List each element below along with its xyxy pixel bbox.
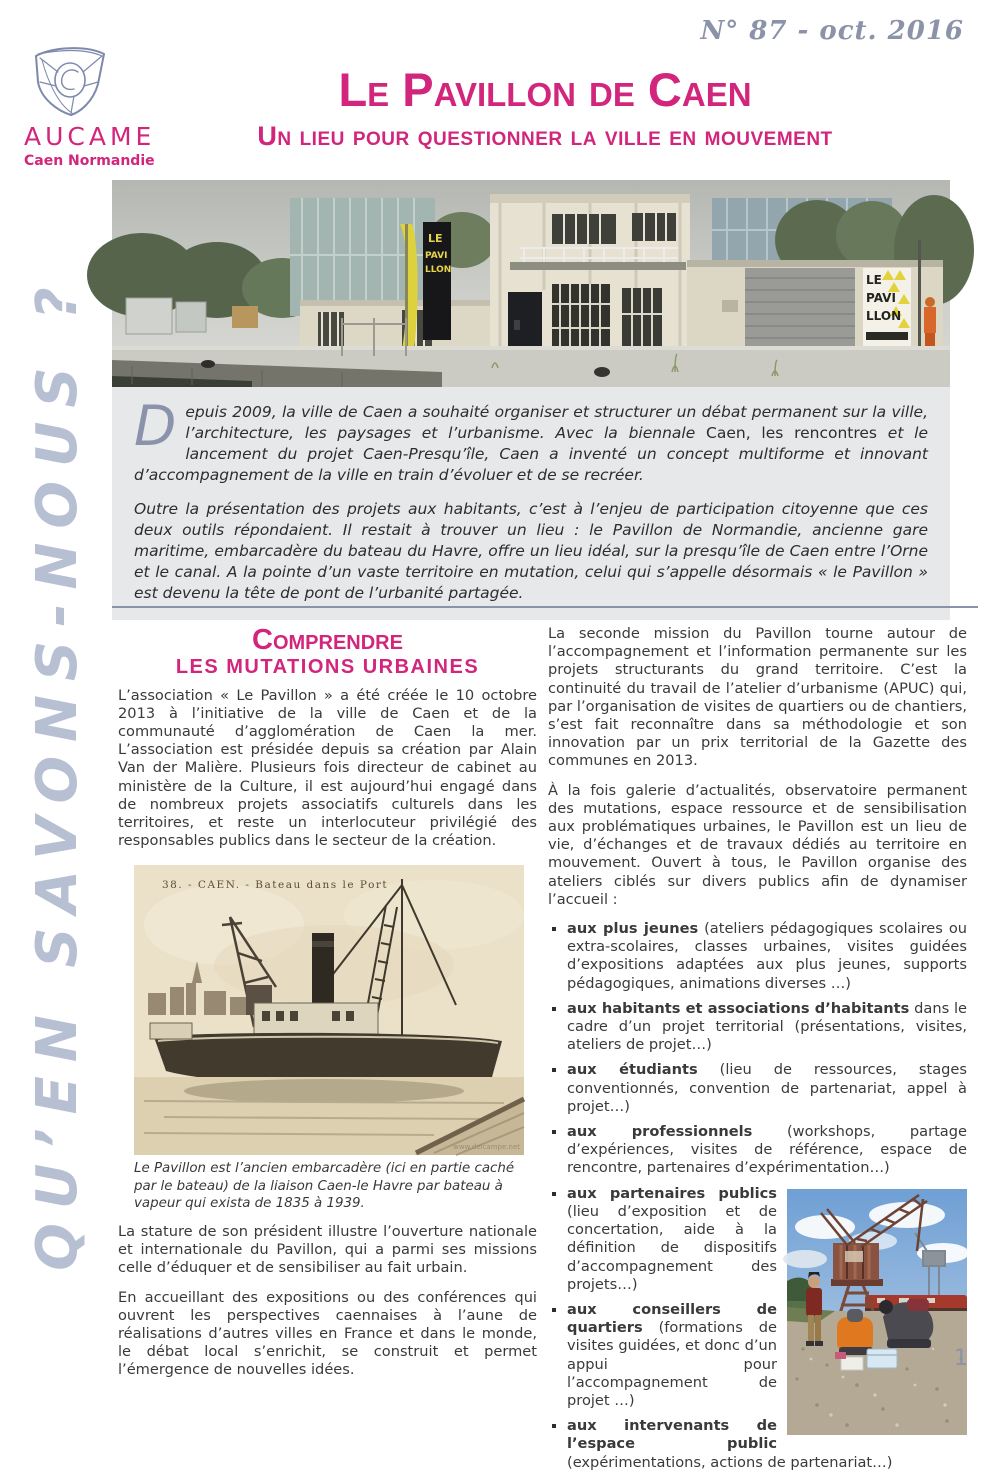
audience-bullet-list <box>548 920 967 1178</box>
bullet-detail-text: (lieu de ressources, stages conventionnés, convention de partenariat, appel à projet…) <box>567 1061 967 1115</box>
masthead <box>112 63 978 152</box>
right-paragraph-1: La seconde mission du Pavillon tourne autour de l’accompagnement et l’information permanente sur les projets structurants du grand territoire. C’est la continuité du travail de l’atelier d’urbanisme (APUC) qui, par l’organisation de visites de quartiers ou de chantiers, s’est fait reconnaître dans sa méthodologie et son innovation par un prix territorial de la Gazette des communes en 2013. <box>548 625 967 770</box>
svg-text:LE: LE <box>866 273 882 287</box>
bullet-audience-label: aux conseillers de quartiers <box>567 1300 777 1337</box>
svg-text:LE: LE <box>428 232 443 245</box>
pavillon-poster <box>863 268 911 346</box>
bullet-detail-text: (workshops, partage d’expériences, visites de référence, espace de rencontre, partenaires d’expérimentation…) <box>567 1123 967 1177</box>
audience-bullet-list-continued <box>548 1185 967 1472</box>
hero-card <box>112 180 950 602</box>
intro-paragraph-2: Outre la présentation des projets aux habitants, c’est à l’enjeu de participation citoyenne que ces deux outils répondaient. Il restait à trouver un lieu : le Pavillon de Normandie, ancienne gare maritime, embarcadère du bateau du Havre, offre un lieu idéal, sur la presqu’île de Caen entre l’Orne et le canal. A la pointe d’un vaste territoire en mutation, celui qui s’appelle désormais « le Pavillon » est devenu la tête de pont de l’urbanité partagée. <box>134 500 928 602</box>
bullet-audience-label: aux partenaires publics <box>567 1184 777 1202</box>
bullet-detail-text: dans le cadre d’un projet territorial (présentations, visites, ateliers de projet…) <box>567 999 967 1054</box>
central-block <box>490 194 690 366</box>
bullet-audience-label: aux étudiants <box>567 1061 698 1079</box>
aucame-logo-icon <box>28 42 112 120</box>
bullet-detail-text: (ateliers pédagogiques scolaires ou extra-scolaires, classes urbaines, visites guidées d’expositions adaptées aux plus jeunes, supports pédagogiques, animations diverses …) <box>567 920 967 992</box>
bullet-audience-label: aux habitants et associations d’habitants <box>567 999 910 1017</box>
bullet-item <box>548 1123 967 1178</box>
bullet-audience-label: aux intervenants de l’espace public <box>567 1417 777 1453</box>
left-column <box>118 625 537 1380</box>
postcard-caption: Le Pavillon est l’ancien embarcadère (ici en partie caché par le bateau) de la liaison Caen-le Havre par bateau à vapeur qui exista de 1835 à 1939. <box>134 1161 515 1212</box>
bullet-detail-text: (lieu d’exposition et de concertation, aide à la définition de dispositifs d’accompagnement des projets…) <box>567 1202 777 1293</box>
svg-text:LLON: LLON <box>866 309 902 323</box>
bullet-item <box>548 1185 967 1294</box>
bullet-item <box>548 920 967 993</box>
section-heading-line1: Comprendre <box>252 624 403 656</box>
postcard-photo <box>134 865 524 1155</box>
intro-box <box>112 387 950 620</box>
bullet-audience-label: aux professionnels <box>567 1123 753 1141</box>
bullet-item <box>548 1417 967 1472</box>
page-number: 1 <box>954 1346 968 1371</box>
dropcap: D <box>134 394 177 458</box>
page-title: Le Pavillon de Caen <box>338 63 752 116</box>
bullet-item <box>548 1061 967 1116</box>
right-column <box>548 625 967 1479</box>
svg-text:www.delcampe.net: www.delcampe.net <box>453 1143 520 1152</box>
svg-text:38. - CAEN. - Bateau dans le P: 38. - CAEN. - Bateau dans le Port <box>162 879 389 892</box>
svg-text:PAVI: PAVI <box>425 251 448 261</box>
svg-text:LLON: LLON <box>425 265 452 275</box>
bullet-detail-text: (expérimentations, actions de partenariat…) <box>567 1453 893 1471</box>
logo-name: AUCAME <box>24 122 156 151</box>
svg-text:PAVI: PAVI <box>866 291 896 305</box>
bullet-detail-text: (formations de visites guidées, et donc d’un appui pour l’accompagnement de projet …) <box>567 1319 777 1409</box>
intro-paragraph-1: Depuis 2009, la ville de Caen a souhaité organiser et structurer un débat permanent sur la ville, l’architecture, les paysages et l’urbanisme. Avec la biennale Caen, les rencontres et le lancement du projet Caen-Presqu’île, Caen a inventé un concept multiforme et innovant d’accompagnement de la ville en train d’évoluer et de se recréer. <box>134 394 928 484</box>
logo-subtitle: Caen Normandie <box>24 153 155 169</box>
bullet-audience-label: aux plus jeunes <box>567 920 699 938</box>
section-heading <box>118 625 537 677</box>
issue-number: N° 87 - oct. 2016 <box>700 16 964 46</box>
left-paragraph-1: L’association « Le Pavillon » a été créée le 10 octobre 2013 à l’initiative de la ville de Caen et de la communauté d’agglomération de Caen la mer. L’association est présidée depuis sa création par Alain Van der Malière. Plusieurs fois directeur de cabinet au ministère de la Culture, il est aujourd’hui engagé dans de nombreux projets associatifs culturels dans les territoires, et reste un interlocuteur privilégié des responsables publics dans le secteur de la création. <box>118 686 537 850</box>
section-divider <box>112 606 978 608</box>
bullet-item <box>548 1000 967 1055</box>
pavillon-photo <box>112 180 950 387</box>
right-paragraph-2: À la fois galerie d’actualités, observatoire permanent des mutations, espace ressource et de sensibilisation aux problématiques urbaines, le Pavillon est un lieu de vie, d’échanges et de travaux dédiés au territoire en mouvement. Ouvert à tous, le Pavillon organise des ateliers ciblés sur divers publics afin de dynamiser l’accueil : <box>548 781 967 908</box>
section-heading-line2: LES MUTATIONS URBAINES <box>175 656 480 679</box>
bullet-item <box>548 1301 967 1410</box>
pavillon-banner <box>423 222 451 340</box>
left-paragraph-3: En accueillant des expositions ou des conférences qui ouvrent les perspectives caennaises à l’aune de réalisations d’autres villes en France et dans le monde, le débat local s’enrichit, se construit et permet l’émergence de nouvelles idées. <box>118 1288 537 1379</box>
rubric-vertical-text: QU’EN SAVONS-NOUS ? <box>25 273 90 1271</box>
left-paragraph-2: La stature de son président illustre l’ouverture nationale et internationale du Pavillon, qui a parmi ses missions celle d’éduquer et de sensibiliser au fait urbain. <box>118 1222 537 1277</box>
page-subtitle: Un lieu pour questionner la ville en mouvement <box>257 121 833 151</box>
